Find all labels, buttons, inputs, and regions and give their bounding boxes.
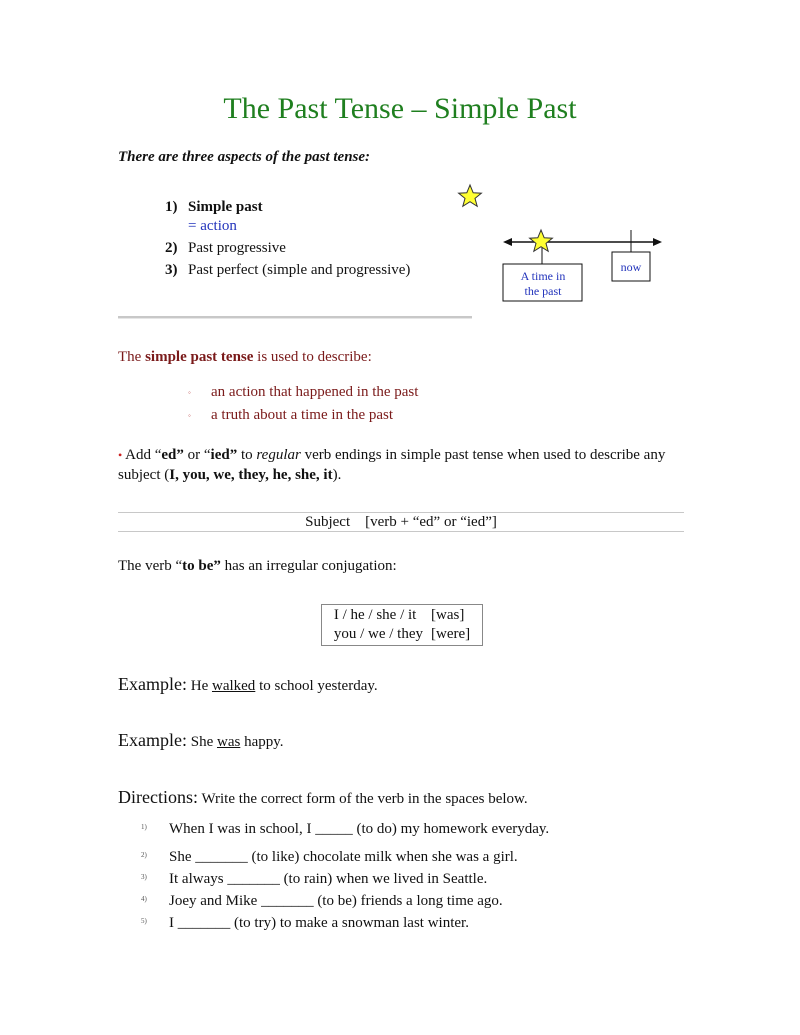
aspect-label: Simple past bbox=[188, 199, 263, 215]
rule-part: ). bbox=[332, 467, 342, 483]
list-item bbox=[188, 381, 418, 404]
to-be-pre: The verb “ bbox=[118, 558, 183, 574]
exercise-text: Joey and Mike _______ (to be) friends a long time ago. bbox=[169, 893, 503, 909]
description bbox=[118, 349, 372, 366]
aspect-item bbox=[165, 237, 410, 259]
formula-box bbox=[118, 512, 684, 532]
section-divider bbox=[118, 316, 472, 319]
conj-subject: I / he / she / it bbox=[333, 607, 417, 623]
bullet-icon: ◦ bbox=[188, 411, 191, 420]
directions-text: Write the correct form of the verb in the spaces below. bbox=[197, 791, 528, 807]
past-label-line2: the past bbox=[524, 284, 562, 298]
exercise-number: 4) bbox=[141, 895, 147, 903]
example-pre: He bbox=[186, 678, 212, 694]
exercise-number: 3) bbox=[141, 873, 147, 881]
rule-text bbox=[118, 445, 678, 485]
exercise-text: When I was in school, I _____ (to do) my homework everyday. bbox=[169, 821, 550, 837]
conjugation-table bbox=[321, 604, 483, 646]
example-post: to school yesterday. bbox=[255, 678, 378, 694]
rule-part: to bbox=[237, 447, 257, 463]
exercise-number: 1) bbox=[141, 823, 147, 831]
list-item bbox=[141, 847, 549, 869]
aspect-item bbox=[165, 196, 410, 218]
example-verb: was bbox=[216, 734, 241, 750]
use-text: a truth about a time in the past bbox=[211, 407, 394, 423]
use-text: an action that happened in the past bbox=[211, 384, 419, 400]
formula-text: Subject [verb + “ed” or “ied”] bbox=[305, 514, 497, 530]
bullet-icon: • bbox=[118, 448, 123, 462]
to-be-bold: to be” bbox=[182, 558, 221, 574]
list-item bbox=[141, 891, 549, 913]
exercise-text: She _______ (to like) chocolate milk when she was a girl. bbox=[169, 849, 518, 865]
description-bold: simple past tense bbox=[145, 349, 254, 365]
description-pre: The bbox=[118, 349, 146, 365]
directions bbox=[118, 787, 528, 808]
aspect-label: Past perfect (simple and progressive) bbox=[188, 262, 411, 278]
exercise-number: 2) bbox=[141, 851, 147, 859]
rule-ed: ed” bbox=[161, 447, 184, 463]
arrow-left-icon bbox=[503, 238, 512, 246]
timeline-diagram bbox=[455, 180, 675, 310]
rule-part: verb endings in simple past tense when used to describe any subject ( bbox=[118, 447, 666, 483]
list-item bbox=[188, 404, 418, 427]
rule-part: or “ bbox=[183, 447, 211, 463]
star-icon bbox=[459, 185, 482, 206]
aspect-label: Past progressive bbox=[188, 240, 286, 256]
list-item bbox=[141, 819, 549, 847]
aspects-list bbox=[165, 196, 410, 281]
arrow-right-icon bbox=[653, 238, 662, 246]
conj-form: [were] bbox=[431, 626, 471, 642]
conj-subject: you / we / they bbox=[333, 626, 423, 642]
star-icon bbox=[530, 230, 553, 251]
past-label-line1: A time in bbox=[520, 269, 566, 283]
description-post: is used to describe: bbox=[253, 349, 372, 365]
rule-regular: regular bbox=[256, 447, 301, 463]
table-row bbox=[330, 625, 474, 644]
example-verb: walked bbox=[211, 678, 256, 694]
exercise-text: I _______ (to try) to make a snowman last winter. bbox=[169, 915, 469, 931]
example-label: Example: bbox=[118, 674, 187, 694]
example-2 bbox=[118, 730, 284, 751]
uses-list bbox=[188, 381, 418, 427]
example-1 bbox=[118, 674, 378, 695]
aspect-number: 3) bbox=[165, 262, 178, 278]
directions-label: Directions: bbox=[118, 787, 198, 807]
intro-text: There are three aspects of the past tense: bbox=[118, 149, 371, 165]
aspect-number: 2) bbox=[165, 240, 178, 256]
exercise-list bbox=[141, 819, 549, 935]
bullet-icon: ◦ bbox=[188, 388, 191, 397]
example-label: Example: bbox=[118, 730, 187, 750]
page-title: The Past Tense – Simple Past bbox=[223, 92, 577, 125]
rule-subjects: I, you, we, they, he, she, it bbox=[169, 467, 333, 483]
aspect-item bbox=[165, 259, 410, 281]
list-item bbox=[141, 869, 549, 891]
to-be-text bbox=[118, 558, 397, 575]
rule-part: Add “ bbox=[122, 447, 162, 463]
example-post: happy. bbox=[240, 734, 284, 750]
table-row bbox=[330, 606, 474, 625]
exercise-text: It always _______ (to rain) when we lived in Seattle. bbox=[169, 871, 488, 887]
aspect-number: 1) bbox=[165, 199, 178, 215]
rule-ied: ied” bbox=[210, 447, 238, 463]
exercise-number: 5) bbox=[141, 917, 147, 925]
now-label: now bbox=[620, 260, 642, 274]
example-pre: She bbox=[186, 734, 217, 750]
to-be-post: has an irregular conjugation: bbox=[220, 558, 397, 574]
conj-form: [was] bbox=[431, 607, 465, 623]
list-item bbox=[141, 913, 549, 935]
aspect-sub: = action bbox=[188, 218, 237, 234]
